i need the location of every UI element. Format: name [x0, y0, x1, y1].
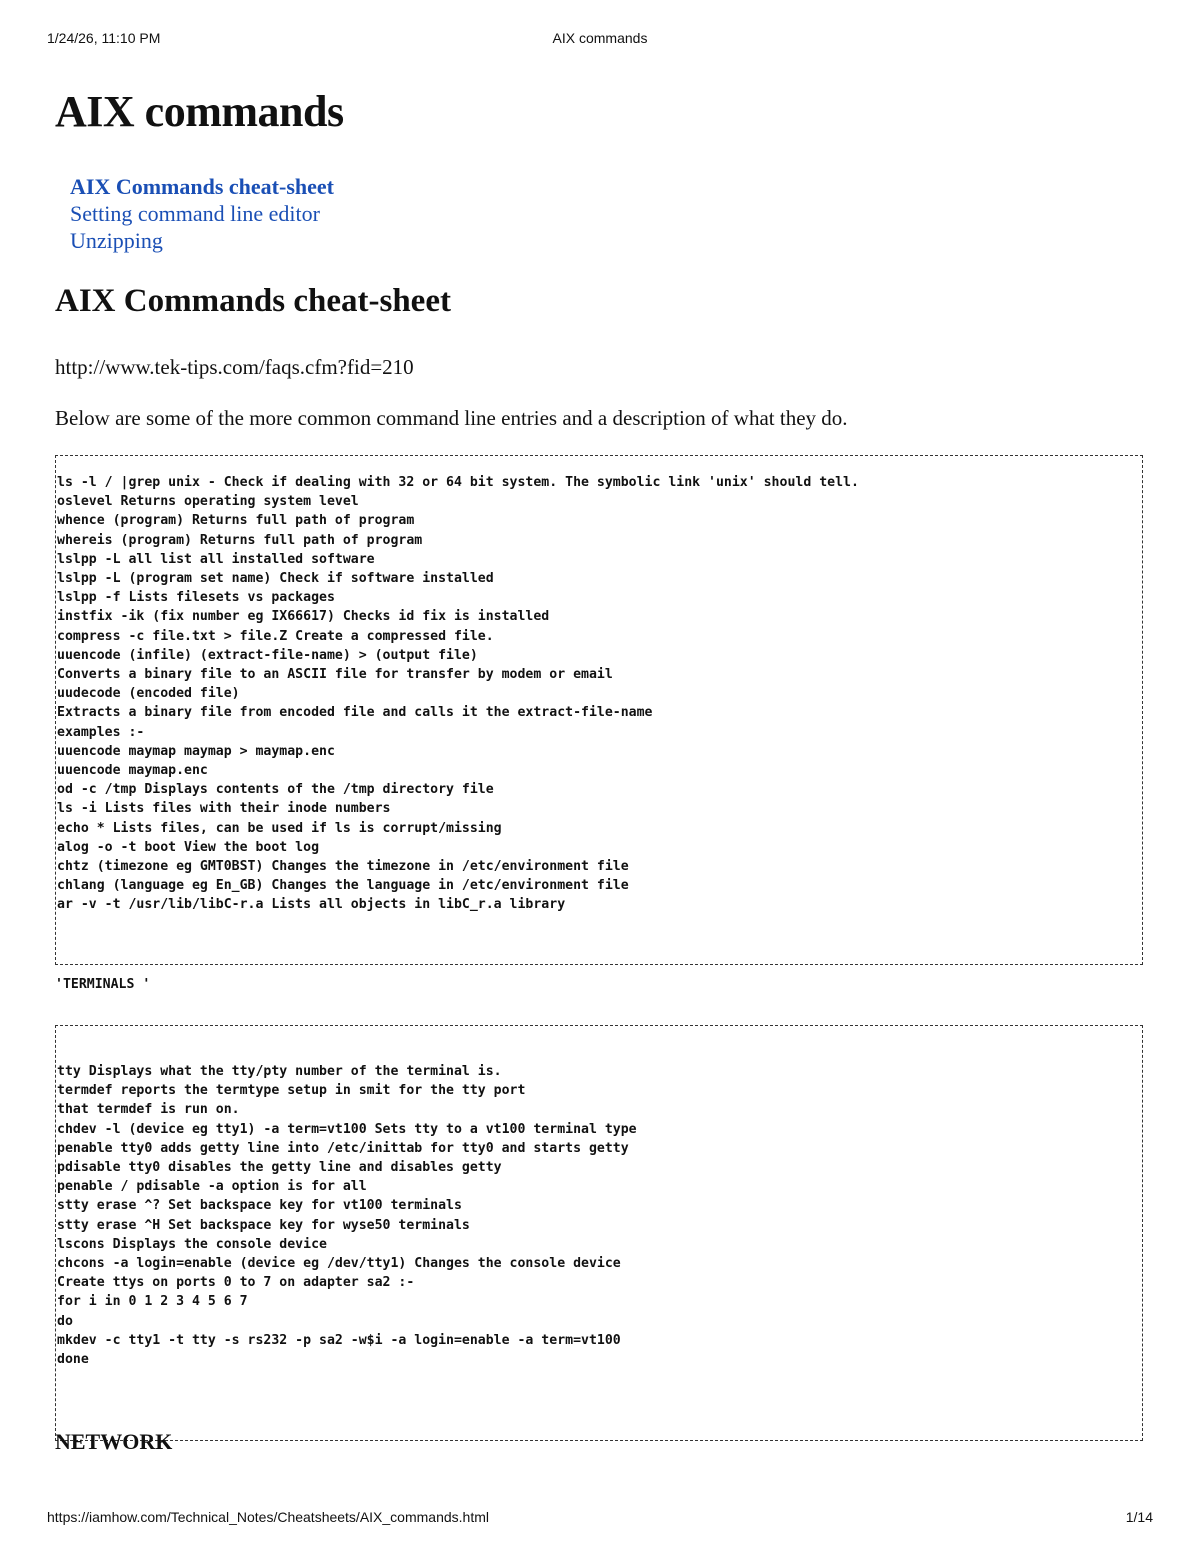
table-of-contents — [70, 173, 334, 254]
terminals-label: 'TERMINALS ' — [55, 977, 151, 992]
print-header — [47, 30, 1153, 50]
toc-link-command-line-editor[interactable]: Setting command line editor — [70, 201, 320, 226]
reference-url: http://www.tek-tips.com/faqs.cfm?fid=210 — [55, 355, 414, 379]
toc-item — [70, 173, 334, 200]
page-title: AIX commands — [55, 87, 344, 136]
commands-code-block: ls -l / |grep unix - Check if dealing with 32 or 64 bit system. The symbolic link 'unix' should tell. oslevel Returns operating system level whence (program) Returns full path of program whereis (program) Returns full path of program lslpp -L all list all installed software lslpp -L (program set name) Check if software installed lslpp -f Lists filesets vs packages instfix -ik (fix number eg IX66617) Checks id fix is installed compress -c file.txt > file.Z Create a compressed file. uuencode (infile) (extract-file-name) > (output file) Converts a binary file to an ASCII file for transfer by modem or email uudecode (encoded file) Extracts a binary file from encoded file and calls it the extract-file-name examples :- uuencode maymap maymap > maymap.enc uuencode maymap.enc od -c /tmp Displays contents of the /tmp directory file ls -i Lists files with their inode numbers echo * Lists files, can be used if ls is corrupt/missing alog -o -t boot View the boot log chtz (timezone eg GMT0BST) Changes the timezone in /etc/environment file chlang (language eg En_GB) Changes the language in /etc/environment file ar -v -t /usr/lib/libC-r.a Lists all objects in libC_r.a library — [55, 455, 1143, 965]
intro-paragraph: Below are some of the more common command line entries and a description of what they do. — [55, 406, 848, 430]
page-number: 1/14 — [1125, 1509, 1153, 1525]
network-heading: NETWORK — [55, 1429, 173, 1454]
toc-item — [70, 227, 334, 254]
toc-item — [70, 200, 334, 227]
toc-link-cheat-sheet[interactable]: AIX Commands cheat-sheet — [70, 174, 334, 199]
print-footer-url: https://iamhow.com/Technical_Notes/Cheatsheets/AIX_commands.html — [47, 1509, 489, 1525]
print-doc-title: AIX commands — [552, 30, 648, 46]
section-title: AIX Commands cheat-sheet — [55, 283, 451, 319]
terminals-code-block: tty Displays what the tty/pty number of the terminal is. termdef reports the termtype setup in smit for the tty port that termdef is run on. chdev -l (device eg tty1) -a term=vt100 Sets tty to a vt100 terminal type penable tty0 adds getty line into /etc/inittab for tty0 and starts getty pdisable tty0 disables the getty line and disables getty penable / pdisable -a option is for all stty erase ^? Set backspace key for vt100 terminals stty erase ^H Set backspace key for wyse50 terminals lscons Displays the console device chcons -a login=enable (device eg /dev/tty1) Changes the console device Create ttys on ports 0 to 7 on adapter sa2 :- for i in 0 1 2 3 4 5 6 7 do mkdev -c tty1 -t tty -s rs232 -p sa2 -w$i -a login=enable -a term=vt100 done — [55, 1025, 1143, 1441]
print-datetime: 1/24/26, 11:10 PM — [47, 30, 161, 46]
toc-link-unzipping[interactable]: Unzipping — [70, 228, 163, 253]
print-footer — [47, 1509, 1153, 1529]
